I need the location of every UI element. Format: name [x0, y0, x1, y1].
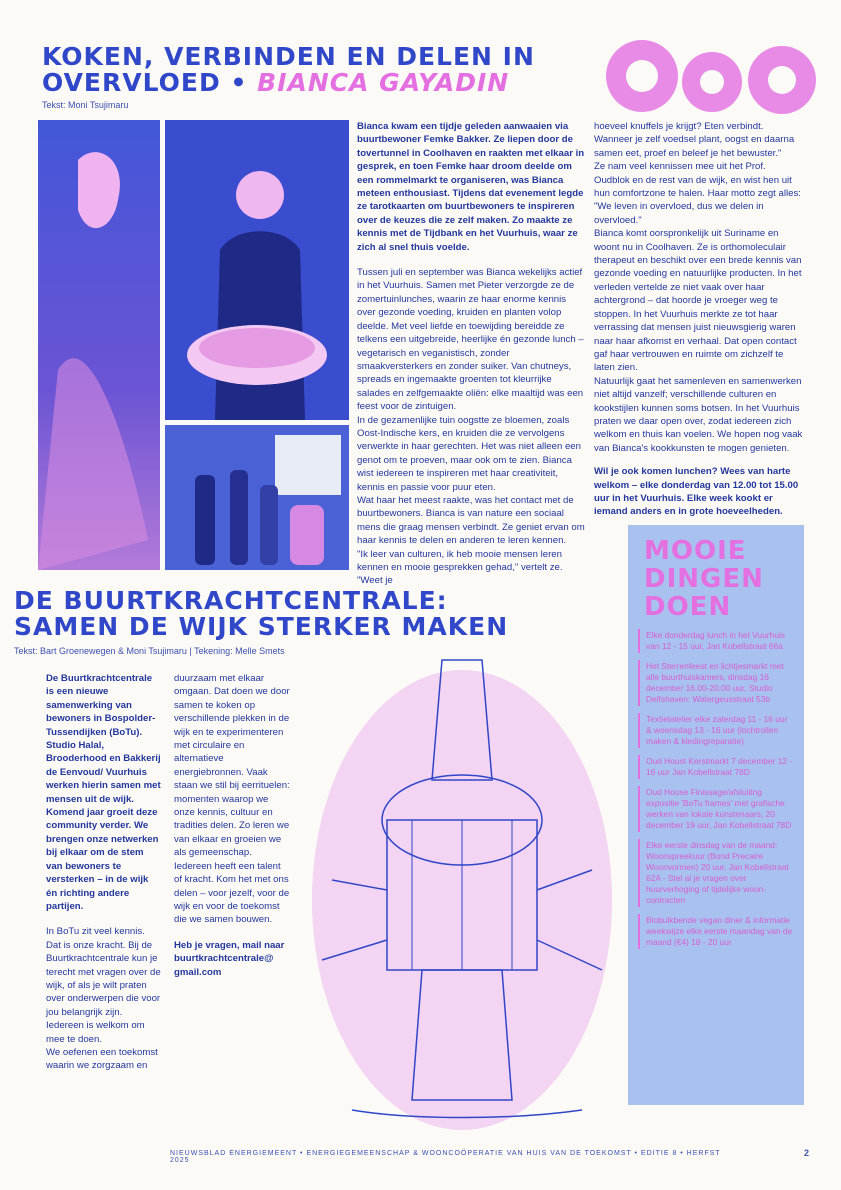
paragraph: "We leven in overvloed, dus we delen in overvloed."	[594, 201, 764, 226]
paragraph: duurzaam met elkaar omgaan. Dat doen we door samen te koken op verschillende plekken in de wijk en te experimenteren met circulaire en alternatieve energiebronnen. Vaak staan we stil bij eerrituelen: momenten waarop we onze kennis, cultuur en tradities delen. Zo leren we van elkaar en groeien we als gemeenschap.	[174, 673, 290, 859]
paragraph: Wat haar het meest raakte, was het contact met de buurtbewoners. Bianca is van nature een sociaal mens die graag mensen verbindt. Ze geniet ervan om haar kennis te delen en anderen te leren kennen.	[357, 494, 585, 547]
event-item: Oud Houst Kerstmarkt 7 december 12 - 16 uur Jan Kobellstraat 78D	[638, 755, 794, 779]
event-item: Het Sterrenfeest en lichtjesmarkt met alle buurthuiskamers, dinsdag 16 december 16.00-20.00 uur, Studio Delfshaven: Watergeusstraat 53b	[638, 660, 794, 706]
article2-title-line1: DE BUURTKRACHTCENTRALE:	[14, 586, 448, 615]
paragraph: Bianca komt oorspronkelijk uit Suriname en woont nu in Coolhaven. Ze is orthomoleculair therapeut en beschikt over een brede kennis van gezonde voeding en natuurlijke producten. In het verleden vertelde ze niet vaak over haar achtergrond – dat hoorde je vroeger weg te stoppen. In het Vuurhuis merkte ze tot haar verrassing dat mensen juist nieuwsgierig waren naar haar afkomst en verhaal. Dat open contact gaf haar vertrouwen en ruimte om zichzelf te laten zien.	[594, 228, 802, 374]
paragraph: "Ik leer van culturen, ik heb mooie mensen leren kennen en mooie gesprekken gehad," vertelt ze. "Weet je	[357, 548, 563, 587]
article-intro: Bianca kwam een tijdje geleden aanwaaien via buurtbewoner Femke Bakker. Ze liepen door de tovertunnel in Coolhaven en raakten met elkaar in gesprek, en toen Femke haar droom deelde om een rommelmarkt te organiseren, was Bianca meteen enthousiast. Tijdens dat evenement legde ze tarotkaarten om buurtbewoners te inspireren over de keuzes die ze zelf maken. Zo maakte ze kennis met de Tijdbank en het Vuurhuis, waar ze zich al snel thuis voelde.	[357, 121, 585, 253]
footer-text: NIEUWSBLAD ENERGIEMEENT • ENERGIEGEMEENSCHAP & WOONCOÖPERATIE VAN HUIS VAN DE TOEKOMST • EDITIE 8 • HERFST 2025	[170, 1150, 721, 1164]
article2-credit: Tekst: Bart Groenewegen & Moni Tsujimaru | Tekening: Melle Smets	[14, 646, 285, 656]
article-author-name: BIANCA GAYADIN	[257, 68, 510, 97]
paragraph: We oefenen een toekomst waarin we zorgzaam en	[46, 1046, 158, 1072]
event-item: Oud House Finissage/afsluiting expositie 'BoTu frames' met grafische werken van lokale kunstenaars, 20 december 19 uur, Jan Kobellstraat 78D	[638, 786, 794, 832]
event-item: Textielatelier elke zaterdag 11 - 16 uur & woensdag 13 - 16 uur (lochtrollen maken & kledingreparatie)	[638, 713, 794, 748]
article-title-text: KOKEN, VERBINDEN EN DELEN IN OVERVLOED	[42, 42, 535, 97]
article2-title-line2: SAMEN DE WIJK STERKER MAKEN	[14, 612, 509, 641]
tower-illustration	[292, 640, 622, 1140]
paragraph: Natuurlijk gaat het samenleven en samenwerken niet altijd vanzelf; verschillende culturen en kookstijlen kunnen soms botsen. In het Vuurhuis praten we daar open over, zodat iedereen zich welkom en thuis kan voelen. We hopen nog vaak van Bianca's kookkunsten te mogen genieten.	[594, 375, 803, 454]
paragraph: Iedereen heeft een talent of kracht. Kom het met ons delen – voor jezelf, voor de wijk en voor de toekomst die we samen bouwen.	[174, 860, 290, 926]
article-title	[42, 44, 602, 96]
contact-info: Heb je vragen, mail naar buurtkrachtcentrale@ gmail.com	[174, 939, 285, 978]
paragraph: In BoTu zit veel kennis. Dat is onze kracht. Bij de Buurtkrachtcentrale kun je terecht met vragen over de wijk, of als je wilt praten over onderwerpen die voor jou belangrijk zijn. Iedereen is welkom om mee te doen.	[46, 926, 161, 1045]
paragraph: In de gezamenlijke tuin oogstte ze bloemen, zoals Oost-Indische kers, en kruiden die ze vervolgens verwerkte in haar gerechten. Het was niet alleen een genot om te proeven, maar ook om te zien. Bianca wist iedereen te inspireren met haar creativiteit, kennis en passie voor puur eten.	[357, 414, 581, 493]
paragraph: Tussen juli en september was Bianca wekelijks actief in het Vuurhuis. Samen met Pieter verzorgde ze de zomertuinlunches, waarin ze haar enorme kennis over gezonde voeding, kruiden en planten volop deelde. Met veel liefde en toewijding bereidde ze telkens een uitgebreide, heerlijke én gezonde lunch – vegetarisch en veganistisch, zonder smaakversterkers en zonder suiker. Van chutneys, spreads en ingemaakte groenten tot kleurrijke salades en zelfgemaakte oliën: elke maaltijd was een feest voor de zintuigen.	[357, 267, 584, 413]
photo-flower	[38, 120, 160, 570]
article-credit: Tekst: Moni Tsujimaru	[42, 100, 129, 110]
event-item: Biobulkbende vegan diner & informatie weekwijze elke eerste maandag van de maand (€4) 18 - 20 uur	[638, 914, 794, 949]
event-item: Elke donderdag lunch in het Vuurhuis van 12 - 15 uur, Jan Kobellstraat 66a	[638, 629, 794, 653]
page-number: 2	[804, 1148, 811, 1158]
sidebar-title-line: DINGEN	[644, 564, 764, 594]
article2-intro: De Buurtkrachtcentrale is een nieuwe samenwerking van bewoners in Bospolder-Tussendijken (BoTu). Studio Halal, Brooderhood en Bakkerij de Eenvoud/ Vuurhuis werken hierin samen met mensen uit de wijk. Komend jaar groeit deze community verder. We brengen onze netwerken bij elkaar om de stem van bewoners te versterken – in de wijk én richting andere partijen.	[46, 673, 161, 912]
paragraph: Ze nam veel kennissen mee uit het Prof. Oudblok en de rest van de wijk, en wist hen uit hun comfortzone te halen. Haar motto zegt alles:	[594, 161, 801, 200]
events-sidebar	[628, 525, 804, 1105]
sidebar-title-line: MOOIE	[644, 536, 747, 566]
event-item: Elke eerste dinsdag van de maand: Woonspreekuur (Bond Precaire Woonvormen) 20 uur, Jan Kobellstraat 62A - Stel al je vragen over huurverhoging of tijdelijke woon-contracten	[638, 839, 794, 907]
photo-bottles	[165, 425, 349, 570]
sidebar-title-line: DOEN	[644, 592, 732, 622]
decorative-rings	[600, 30, 830, 120]
title-separator: •	[230, 68, 248, 97]
call-to-action: Wil je ook komen lunchen? Wees van harte welkom – elke donderdag van 12.00 tot 15.00 uur in het Vuurhuis. Elke week kookt er iemand anders en in grote hoeveelheden.	[594, 466, 799, 518]
photo-bianca	[165, 120, 349, 420]
paragraph: hoeveel knuffels je krijgt? Eten verbindt. Wanneer je zelf voedsel plant, oogst en daarna samen eet, proef en beleef je het bewuster."	[594, 121, 795, 159]
